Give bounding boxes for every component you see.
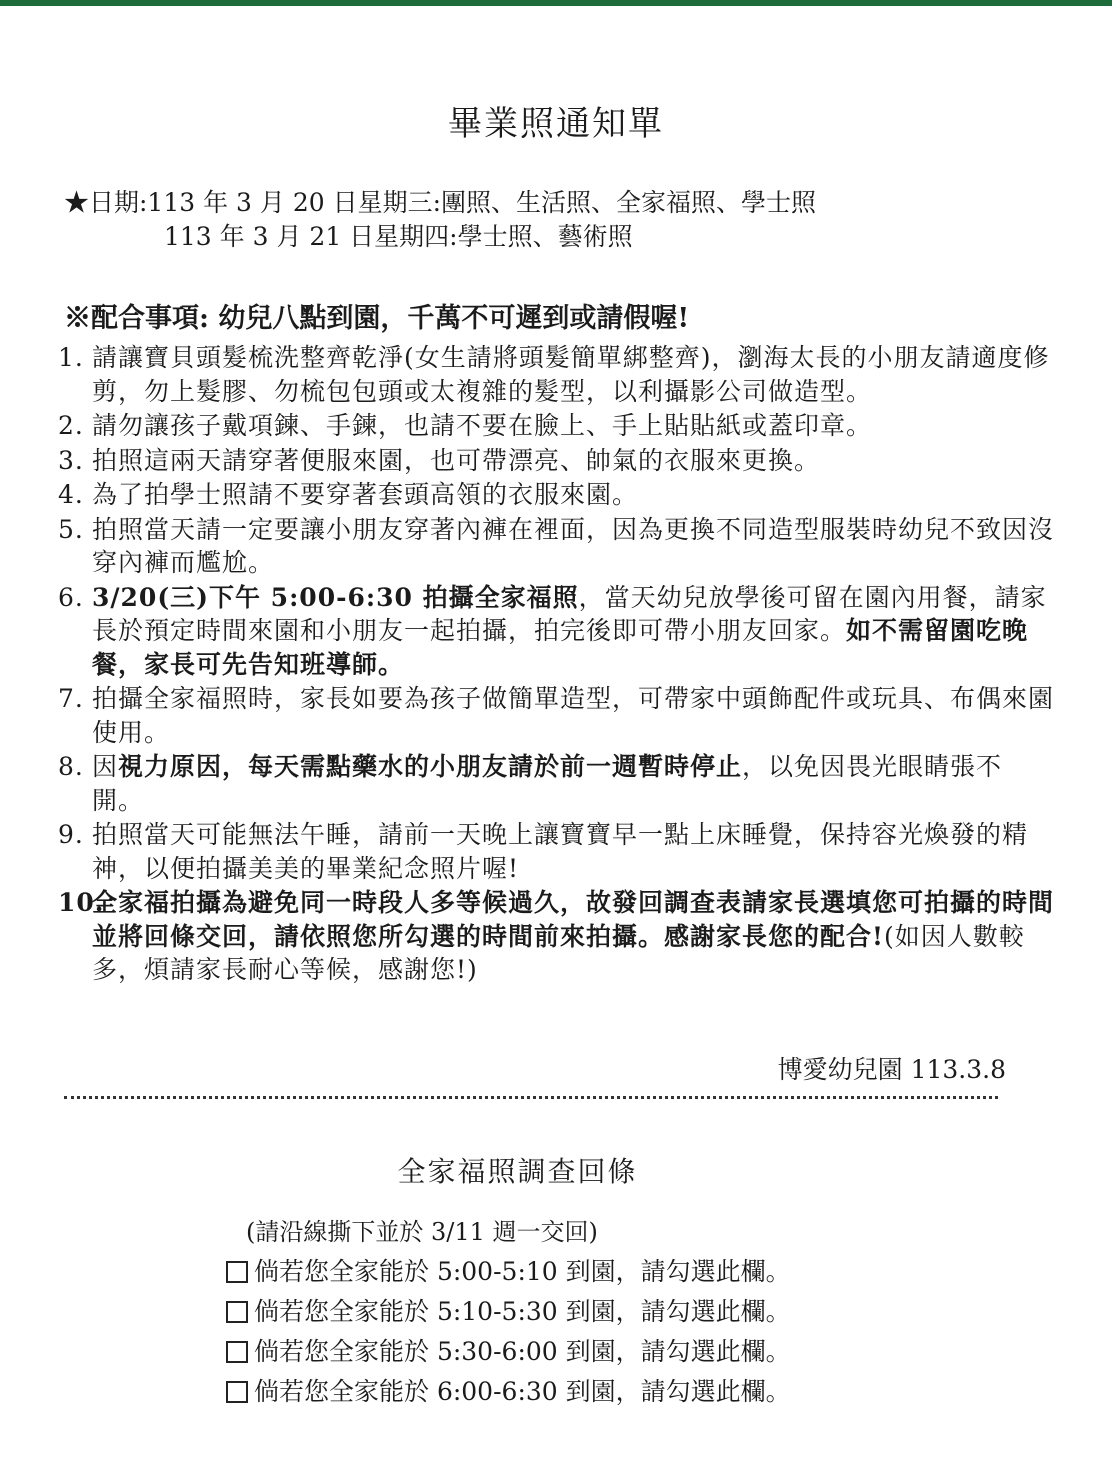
item-number: 5.	[58, 514, 84, 544]
list-item	[58, 818, 1054, 885]
date-line-2: 113 年 3 月 21 日星期四:學士照、藝術照	[164, 222, 633, 251]
notice-section	[58, 296, 1055, 988]
option-label: 倘若您全家能於 5:00-5:10 到園，請勾選此欄。	[254, 1257, 791, 1286]
survey-option[interactable]	[226, 1372, 791, 1412]
option-label: 倘若您全家能於 5:30-6:00 到園，請勾選此欄。	[254, 1337, 791, 1366]
item-text: ，當天幼兒放學後可留在園內用餐，請家長於預定時間來園和小朋友一起拍攝，拍完後即可帶小朋友回家。	[92, 582, 1047, 645]
item-text: 請讓寶貝頭髮梳洗整齊乾淨(女生請將頭髮簡單綁整齊)，瀏海太長的小朋友請適度修剪，勿上髮膠、勿梳包包頭或太複雜的髮型，以利攝影公司做造型。	[92, 343, 1050, 406]
item-number: 3.	[58, 445, 84, 475]
signature: 博愛幼兒園 113.3.8	[777, 1055, 1006, 1084]
item-text: (如因人數較多，煩請家長耐心等候，感謝您!)	[92, 921, 1025, 984]
item-bold-text: 視力原因，每天需點藥水的小朋友請於前一週暫時停止	[118, 752, 743, 781]
item-number: 4.	[58, 480, 84, 509]
survey-title: 全家福照調查回條	[397, 1155, 638, 1188]
item-number: 8.	[58, 752, 84, 781]
checkbox[interactable]	[226, 1301, 248, 1323]
item-bold-text: 3/20(三)下午 5:00-6:30 拍攝全家福照	[92, 582, 579, 612]
list-item	[58, 581, 1054, 682]
list-item	[58, 341, 1054, 408]
item-text: 拍攝全家福照時，家長如要為孩子做簡單造型，可帶家中頭飾配件或玩具、布偶來園使用。	[92, 684, 1055, 747]
list-item	[58, 409, 1054, 443]
item-number: 6.	[58, 582, 84, 612]
item-text: ，以免因畏光眼睛張不開。	[92, 752, 1003, 815]
list-item	[58, 513, 1055, 580]
notice-heading: ※配合事項: 幼兒八點到園，千萬不可遲到或請假喔!	[64, 303, 690, 334]
checkbox[interactable]	[226, 1261, 248, 1283]
item-number: 10.	[58, 888, 105, 917]
item-text: 拍照這兩天請穿著便服來園，也可帶漂亮、帥氣的衣服來更換。	[92, 445, 821, 475]
item-text: 拍照當天請一定要讓小朋友穿著內褲在裡面，因為更換不同造型服裝時幼兒不致因沒穿內褲而尷尬。	[92, 514, 1055, 577]
checkbox[interactable]	[226, 1381, 248, 1403]
checkbox[interactable]	[226, 1341, 248, 1363]
option-label: 倘若您全家能於 5:10-5:30 到園，請勾選此欄。	[254, 1297, 791, 1326]
item-bold-text: 如不需留園吃晚餐，家長可先告知班導師。	[92, 616, 1029, 679]
item-number: 2.	[58, 411, 84, 440]
item-number: 9.	[58, 820, 84, 849]
list-item	[58, 750, 1054, 817]
list-item	[58, 478, 1054, 512]
item-text: 拍照當天可能無法午睡，請前一天晚上讓寶寶早一點上床睡覺，保持容光煥發的精神，以便拍攝美美的畢業紀念照片喔!	[92, 820, 1029, 883]
item-text: 請勿讓孩子戴項鍊、手鍊，也請不要在臉上、手上貼貼紙或蓋印章。	[92, 411, 873, 440]
list-item	[58, 682, 1055, 749]
date-line-1: ★日期:113 年 3 月 20 日星期三:團照、生活照、全家福照、學士照	[64, 188, 817, 217]
tear-line-divider	[64, 1096, 998, 1099]
item-text: 為了拍學士照請不要穿著套頭高領的衣服來園。	[92, 480, 639, 509]
top-green-border	[0, 0, 1112, 6]
option-label: 倘若您全家能於 6:00-6:30 到園，請勾選此欄。	[254, 1377, 791, 1406]
item-bold-text: 全家福拍攝為避免同一時段人多等候過久，故發回調查表請家長選填您可拍攝的時間並將回條交回，請依照您所勾選的時間前來拍攝。感謝家長您的配合!	[92, 888, 1055, 951]
item-text: 因	[92, 752, 119, 781]
survey-option[interactable]	[226, 1252, 791, 1292]
page-title: 畢業照通知單	[448, 104, 664, 144]
survey-option[interactable]	[226, 1332, 791, 1372]
notice-list	[58, 341, 1055, 987]
dates-block	[64, 186, 816, 254]
list-item	[58, 886, 1055, 987]
survey-note: (請沿線撕下並於 3/11 週一交回)	[246, 1218, 598, 1246]
survey-options	[226, 1252, 791, 1412]
survey-option[interactable]	[226, 1292, 791, 1332]
list-item	[58, 444, 1054, 478]
item-number: 7.	[58, 684, 84, 713]
item-number: 1.	[58, 343, 84, 372]
